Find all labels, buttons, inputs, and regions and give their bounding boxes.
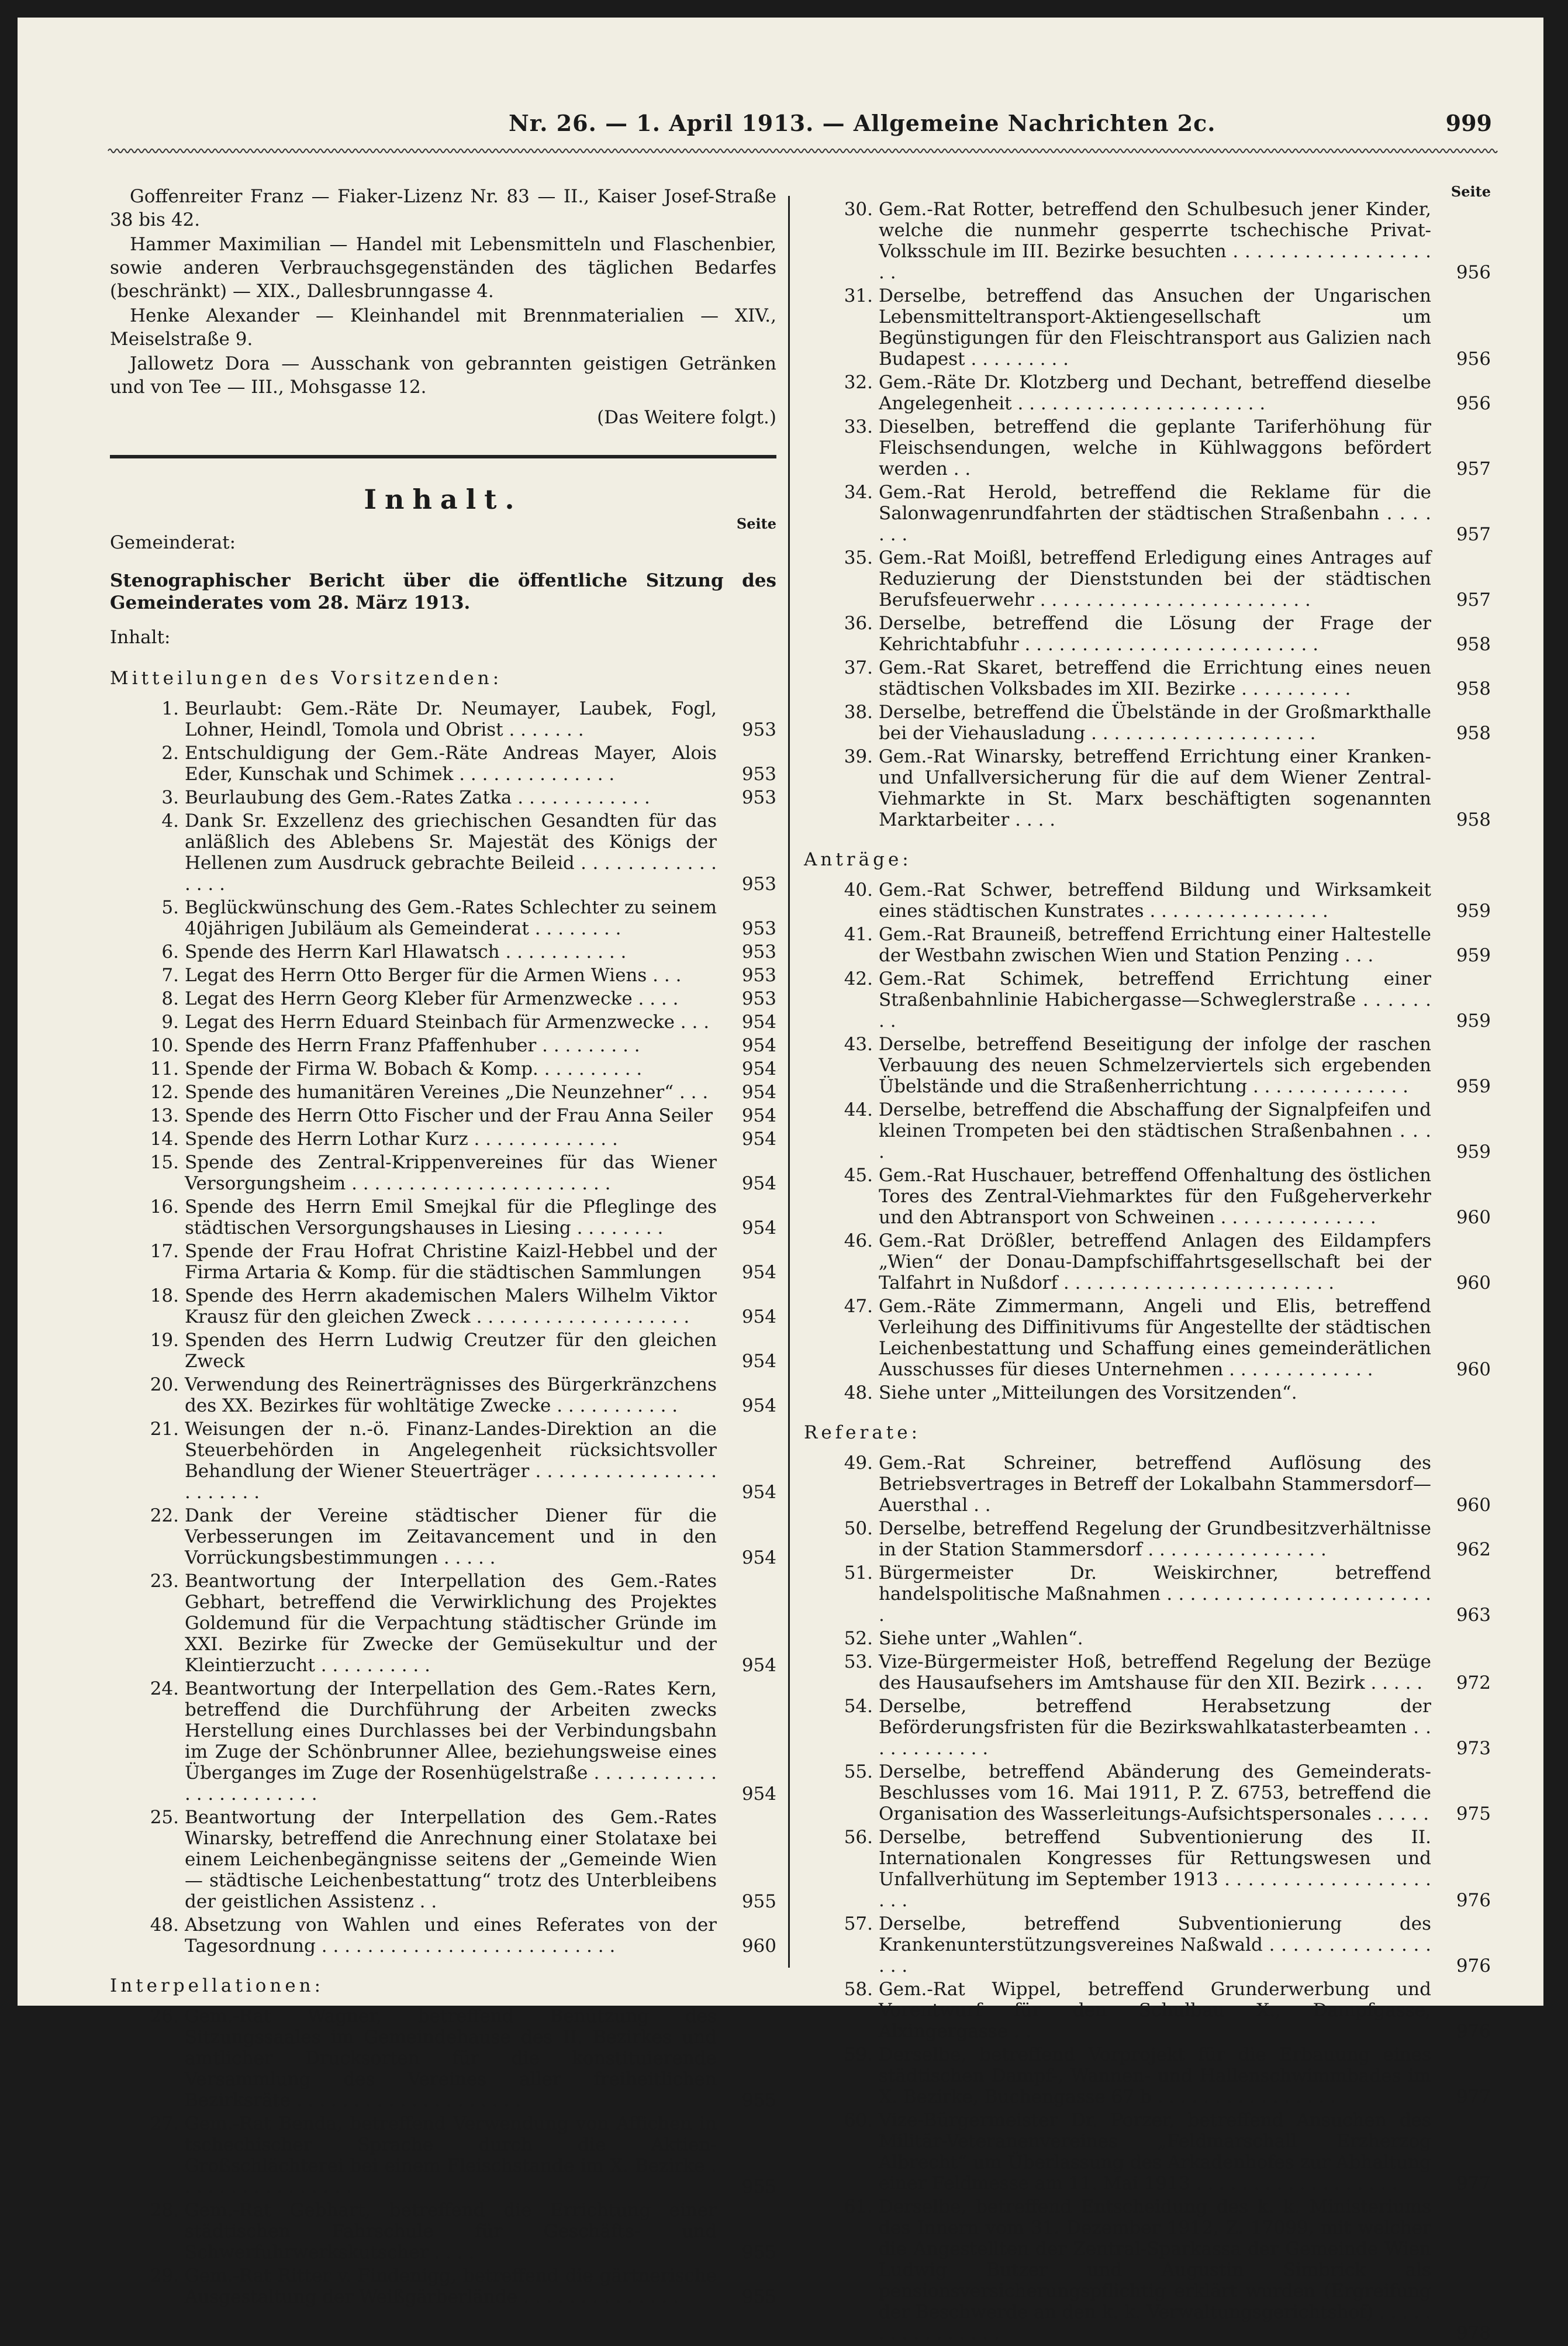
- index-entry: [804, 1761, 1491, 1824]
- index-entry: [110, 1678, 776, 1805]
- entry-text: Derselbe, betreffend die Abschaffung der Signalpfeifen und kleinen Trompeten bei den städtischen Straßenbahnen . . . .: [879, 1099, 1431, 1162]
- entry-text: Derselbe, betreffend Herabsetzung der Beförderungsfristen für die Bezirkswahlkatasterbeamten . . . . . . . . . . . .: [879, 1696, 1431, 1759]
- license-entry: Goffenreiter Franz — Fiaker-Lizenz Nr. 83 — II., Kaiser Josef-Straße 38 bis 42.: [110, 186, 776, 230]
- index-entry: [110, 1129, 776, 1150]
- index-entry: [804, 1651, 1491, 1693]
- entry-number: 53.: [844, 1651, 873, 1672]
- right-column: [804, 185, 1491, 2346]
- entry-number: 5.: [161, 897, 179, 918]
- stenographic-report-title: Stenographischer Bericht über die öffentliche Sitzung des Gemeinderates vom 28. März 1913.: [110, 570, 776, 613]
- index-entry: [804, 2196, 1491, 2344]
- entry-number: 43.: [844, 1034, 873, 1055]
- index-entry: [110, 1105, 776, 1126]
- index-entry: [110, 1058, 776, 1079]
- index-entry: [804, 924, 1491, 966]
- entry-page: 977: [1456, 2086, 1491, 2107]
- entry-text: Absetzung von Wahlen und eines Referates von der Tagesordnung . . . . . . . . . . . . . . . . . . . . . . . . . .: [185, 1914, 717, 1957]
- index-entry: [804, 1099, 1491, 1162]
- header-title: Nr. 26. — 1. April 1913. — Allgemeine Nachrichten 2c.: [509, 110, 1216, 136]
- entry-number: 38.: [844, 702, 873, 723]
- continued-note: (Das Weitere folgt.): [597, 407, 776, 428]
- entry-text: Beantwortung der Interpellation des Gem.-Rates Gebhart, betreffend die Verwirklichung des Projektes Goldemund für die Verpachtung städtischer Gründe im XXI. Bezirke für Zwecke der Gemüsekultur und der Kleintierzucht . . . . . . . . . .: [185, 1571, 717, 1676]
- entry-number: 12.: [150, 1082, 179, 1103]
- index-entry: [110, 1914, 776, 1957]
- entry-number: 21.: [150, 1419, 179, 1440]
- index-entry: [804, 1382, 1491, 1403]
- entry-text: Spende der Frau Hofrat Christine Kaizl-Hebbel und der Firma Artaria & Komp. für die städtischen Sammlungen: [185, 1241, 717, 1283]
- index-entry: [110, 1196, 776, 1238]
- gemeinderat-label: Gemeinderat:: [110, 532, 236, 553]
- entry-text: Weisungen der n.-ö. Finanz-Landes-Direktion an die Steuerbehörden in Angelegenheit rücksichtsvoller Behandlung der Wiener Steuerträger . . . . . . . . . . . . . . . . . . . . . . .: [185, 1419, 717, 1503]
- index-entry: [110, 810, 776, 895]
- entry-number: 48.: [844, 1382, 873, 1403]
- entry-page: 955: [741, 2176, 776, 2197]
- entry-text: Beantwortung der Interpellation des Gem.-Rates Winarsky, betreffend die Anrechnung einer Stolataxe bei einem Leichenbegängnisse seitens der „Gemeinde Wien — städtische Leichenbestattung“ trotz des Unterbleibens der geistlichen Assistenz . .: [185, 1807, 717, 1912]
- entry-page: 954: [741, 1306, 776, 1327]
- index-entry: [804, 879, 1491, 922]
- entry-text: Gem.-Rat Wippel, betreffend Grunderwerbung und Vorentwurf für den Schulbau X., Dampfgasse, Alxingergasse . .: [879, 1979, 1431, 2042]
- entry-number: 19.: [150, 1330, 179, 1351]
- index-entry: [110, 1241, 776, 1283]
- index-entry: [110, 1571, 776, 1676]
- entry-text: Gem.-Rat Gebhart, betreffend die Errichtung einer städtischen Fahrschule für Geschäfts- und Schwerfuhrwerkskutscher . . . .: [185, 2200, 717, 2263]
- entry-text: Derselbe, betreffend Abänderung des Gemeinderats-Beschlusses vom 16. Mai 1911, P. Z. 6753, betreffend die Organisation des Wasserleitungs-Aufsichtspersonales . . . . .: [879, 1761, 1431, 1824]
- entry-text: Derselbe, betreffend Entscheidung des k. k. Ministeriums des Innern vom 31. Dezember 1912, Z. 17099, mit welcher die Angestellten der Zentral-Sparkassa der Gemeinde Wien Ludwig Butzer und Augustin Simbrick als pensionsversicherungspflichtig erklärt wurden (Ergreifung der Beschwerde an den k. k. Verwaltungsgerichtshof) . . . . . . . . . . . . . . . .: [879, 2196, 1431, 2344]
- entry-text: Bürgermeister Dr. Weiskirchner, betreffend handelspolitische Maßnahmen . . . . . . . . . . . . . . . . . . . . . . . .: [879, 1562, 1431, 1626]
- entry-text: Gem.-Rat Huschauer, betreffend Offenhaltung des östlichen Tores des Zentral-Viehmarktes für den Fußgeherverkehr und den Abtransport von Schweinen . . . . . . . . . . . . . .: [879, 1165, 1431, 1228]
- entry-text: Gem.-Rat Skaret, betreffend die Errichtung eines neuen städtischen Volksbades im XII. Bezirke . . . . . . . . . .: [879, 657, 1431, 699]
- entry-page: 978: [1456, 2323, 1491, 2344]
- entry-number: 35.: [844, 547, 873, 568]
- entry-page: 959: [1456, 901, 1491, 922]
- entry-page: 977: [1456, 2173, 1491, 2194]
- entry-page: 963: [1456, 1605, 1491, 1626]
- entry-page: 954: [741, 1482, 776, 1503]
- entry-number: 8.: [161, 988, 179, 1009]
- entry-text: Gem.-Räte Zimmermann, Angeli und Elis, betreffend Verleihung des Diffinitivums für Angestellte der städtischen Leichenbestattung und Schaffung eines gemeinderätlichen Ausschusses für dieses Unternehmen . . . . . . . . . . . . .: [879, 1296, 1431, 1380]
- entry-text: Derselbe, betreffend die Lösung der Frage der Kehrichtabfuhr . . . . . . . . . . . . . . . . . . . . . . . . . .: [879, 613, 1431, 655]
- index-entry: [804, 1296, 1491, 1380]
- entry-number: 58.: [844, 1979, 873, 2000]
- entry-number: 36.: [844, 613, 873, 634]
- entry-number: 47.: [844, 1296, 873, 1317]
- entry-page: 976: [1456, 1890, 1491, 1911]
- entry-number: 15.: [150, 1152, 179, 1173]
- entry-text: Gem.-Rat Herold, betreffend die Reklame für die Salonwagenrundfahrten der städtischen Straßenbahn . . . . . . .: [879, 482, 1431, 545]
- index-entry: [110, 1152, 776, 1194]
- entry-page: 975: [1456, 1803, 1491, 1824]
- entry-page: 954: [741, 1655, 776, 1676]
- license-entry: Hammer Maximilian — Handel mit Lebensmitteln und Flaschenbier, sowie anderen Verbrauchsgegenständen des täglichen Bedarfes (beschränkt) — XIX., Dallesbrunngasse 4.: [110, 234, 776, 302]
- left-column: [110, 185, 776, 2310]
- entry-text: Spende des Herrn Lothar Kurz . . . . . . . . . . . . .: [185, 1129, 618, 1150]
- index-entry: [804, 1562, 1491, 1626]
- entry-text: Gem.-Rat Winarsky, betreffend Errichtung einer Kranken- und Unfallversicherung für die auf dem Wiener Zentral-Viehmarkte in St. Marx beschäftigten sogenannten Marktarbeiter . . . .: [879, 746, 1431, 830]
- entry-text: Derselbe, betreffend Regelung der Grundbesitzverhältnisse in der Station Stammersdorf . . . . . . . . . . . . . . . .: [879, 1518, 1431, 1560]
- entry-page: 955: [741, 1891, 776, 1912]
- entry-number: 2.: [161, 743, 179, 764]
- entry-number: 61.: [844, 2196, 873, 2217]
- index-entry: [804, 746, 1491, 830]
- entry-text: Siehe unter „Mitteilungen des Vorsitzenden“.: [879, 1382, 1297, 1403]
- entry-text: Gem.-Rat Benda, betreffend Verwendung von Affichen in tschechischer Sprache durch die Aktien-Großschlächterei bei einem Fleischstande im X. Bezirke . . . . . . . . . . . . . . . .: [185, 2113, 717, 2197]
- entry-number: 6.: [161, 941, 179, 962]
- entry-text: Gem.-Rat Drößler, betreffend Anlagen des Eildampfers „Wien“ der Donau-Dampfschiffahrtsgesellschaft bei der Talfahrt in Nußdorf . . . . . . . . . . . . . . . . . . . . . . . .: [879, 1230, 1431, 1293]
- index-entry: [804, 657, 1491, 699]
- interpellationen-list: [110, 2006, 776, 2307]
- index-entry: [804, 1827, 1491, 1911]
- entry-page: 953: [741, 874, 776, 895]
- entry-page: 954: [741, 1058, 776, 1079]
- entry-text: Spenden des Herrn Ludwig Creutzer für den gleichen Zweck: [185, 1330, 717, 1372]
- entry-number: 10.: [150, 1035, 179, 1056]
- entry-page: 956: [1456, 262, 1491, 283]
- entry-page: 960: [741, 1936, 776, 1957]
- entry-text: Gem.-Rat Wagner, betreffend Benützung des Sitzungssaales im Gemeindehause des II. Bezirkes und amtlicher Drucksorten für die konstituierende Versammlung des Vereines aller freiheitlichen Bezirksräte . . . . . . . . . . . . . . . . . . . .: [185, 2006, 717, 2111]
- entry-number: 7.: [161, 965, 179, 986]
- header-wavy-rule: [108, 146, 1497, 156]
- index-entry: [804, 372, 1491, 414]
- index-entry: [110, 1012, 776, 1033]
- index-entry: [110, 698, 776, 740]
- entry-number: 27.: [150, 2113, 179, 2134]
- index-entry: [110, 1505, 776, 1568]
- entry-number: 60.: [844, 2110, 873, 2131]
- entry-page: 960: [1456, 1359, 1491, 1380]
- index-entry: [804, 1696, 1491, 1759]
- index-entry: [804, 702, 1491, 744]
- index-entry: [804, 547, 1491, 610]
- entry-number: 57.: [844, 1913, 873, 1934]
- section-heading-mitteilungen: Mitteilungen des Vorsitzenden:: [110, 668, 503, 689]
- entry-page: 954: [741, 1217, 776, 1238]
- entry-page: 953: [741, 988, 776, 1009]
- entry-number: 42.: [844, 968, 873, 989]
- index-entry: [804, 1518, 1491, 1560]
- entry-page: 955: [741, 2286, 776, 2307]
- index-entry: [110, 2113, 776, 2197]
- entry-text: Legat des Herrn Eduard Steinbach für Armenzwecke . . .: [185, 1012, 710, 1033]
- entry-page: 959: [1456, 1076, 1491, 1097]
- index-entry: [804, 199, 1491, 283]
- entry-text: Gem.-Räte Dr. Klotzberg und Dechant, betreffend dieselbe Angelegenheit . . . . . . . . . . . . . . . . . . . . . .: [879, 372, 1431, 414]
- entry-number: 30.: [844, 199, 873, 220]
- entry-text: Gem.-Rat Rotter, betreffend den Schulbesuch jener Kinder, welche die nunmehr gesperrte tschechische Privat-Volksschule im III. Bezirke besuchten . . . . . . . . . . . . . . . . . . .: [879, 199, 1431, 283]
- entry-number: 3.: [161, 787, 179, 808]
- entry-page: 953: [741, 764, 776, 785]
- license-entry: Henke Alexander — Kleinhandel mit Brennmaterialien — XIV., Meiselstraße 9.: [110, 305, 776, 350]
- entry-number: 31.: [844, 285, 873, 306]
- entry-number: 32.: [844, 372, 873, 393]
- entry-number: 52.: [844, 1628, 873, 1649]
- entry-number: 56.: [844, 1827, 873, 1848]
- entry-page: 954: [741, 1262, 776, 1283]
- entry-number: 9.: [161, 1012, 179, 1033]
- section-heading-antraege: Anträge:: [804, 849, 912, 870]
- entry-number: 20.: [150, 1374, 179, 1395]
- entry-page: 954: [741, 1129, 776, 1150]
- index-entry: [110, 897, 776, 939]
- entry-page: 954: [741, 1395, 776, 1416]
- entry-page: 962: [1456, 1539, 1491, 1560]
- inhalt-label: Inhalt:: [110, 627, 171, 648]
- entry-page: 958: [1456, 723, 1491, 744]
- index-entry: [110, 1330, 776, 1372]
- entry-page: 955: [741, 2090, 776, 2111]
- index-entry: [804, 482, 1491, 545]
- entry-text: Siehe unter „Wahlen“.: [879, 1628, 1083, 1649]
- entry-number: 45.: [844, 1165, 873, 1186]
- index-entry: [110, 2006, 776, 2111]
- entry-text: Dank Sr. Exzellenz des griechischen Gesandten für das anläßlich des Ablebens Sr. Majestät des Königs der Hellenen zum Ausdruck gebrachte Beileid . . . . . . . . . . . . . . . .: [185, 810, 717, 895]
- entry-number: 40.: [844, 879, 873, 901]
- entry-text: Gem.-Rat Schwer, betreffend Bildung und Wirksamkeit eines städtischen Kunstrates . . . . . . . . . . . . . . . .: [879, 879, 1431, 922]
- entry-number: 26.: [150, 2006, 179, 2027]
- index-entry: [110, 1082, 776, 1103]
- entry-page: 954: [741, 1105, 776, 1126]
- entry-page: 953: [741, 918, 776, 939]
- antraege-list: [804, 879, 1491, 1403]
- entry-page: 954: [741, 1351, 776, 1372]
- entry-number: 41.: [844, 924, 873, 945]
- index-entry: [804, 285, 1491, 370]
- index-entry: [110, 2265, 776, 2307]
- index-entry: [804, 2044, 1491, 2107]
- index-entry: [110, 787, 776, 808]
- entry-text: Derselbe, betreffend Beseitigung der infolge der raschen Verbauung des neuen Schmelzerviertels sich ergebenden Übelstände und die Straßenherrichtung . . . . . . . . . . . . . .: [879, 1034, 1431, 1097]
- entry-text: Beglückwünschung des Gem.-Rates Schlechter zu seinem 40jährigen Jubiläum als Gemeinderat . . . . . . . .: [185, 897, 717, 939]
- index-entry: [804, 1453, 1491, 1516]
- index-entry: [110, 1807, 776, 1912]
- entry-text: Vize-Bürgermeister Dr. Porzer, betreffend Ansuchen des Militär-Veteranenvereines „Feldmarschall Erzherzog Albrecht“ um Überlassung des Arkadenhofes zur Abhaltung einer Feldmesse am 11. Mai 1913 . . . . . . . . . . . . . . . . . .: [879, 2110, 1431, 2194]
- entry-text: Dank der Vereine städtischer Diener für die Verbesserungen im Zeitavancement und in den Vorrückungsbestimmungen . . . . .: [185, 1505, 717, 1568]
- entry-number: 46.: [844, 1230, 873, 1251]
- column-divider: [788, 196, 790, 1968]
- index-entry: [804, 1034, 1491, 1097]
- seite-label: Seite: [736, 515, 776, 532]
- entry-page: 954: [741, 1035, 776, 1056]
- entry-text: Entschuldigung der Gem.-Räte Andreas Mayer, Alois Eder, Kunschak und Schimek . . . . . . . . . . . . . .: [185, 743, 717, 785]
- entry-text: Spende des Herrn Franz Pfaffenhuber . . . . . . . . .: [185, 1035, 640, 1056]
- entry-text: Beurlaubung des Gem.-Rates Zatka . . . . . . . . . . . .: [185, 787, 650, 808]
- entry-number: 16.: [150, 1196, 179, 1217]
- entry-text: Legat des Herrn Georg Kleber für Armenzwecke . . . .: [185, 988, 679, 1009]
- index-entry: [110, 1285, 776, 1327]
- seite-label: Seite: [1450, 183, 1491, 200]
- entry-text: Derselbe, betreffend das Ansuchen der Ungarischen Lebensmitteltransport-Aktiengesellschaft um Begünstigungen für den Fleischtransport aus Galizien nach Budapest . . . . . . . . .: [879, 285, 1431, 370]
- index-entry: [804, 1913, 1491, 1976]
- index-entry: [804, 1165, 1491, 1228]
- entry-text: Spende des Herrn Emil Smejkal für die Pfleglinge des städtischen Versorgungshauses in Liesing . . . . . . . .: [185, 1196, 717, 1238]
- section-heading-referate: Referate:: [804, 1422, 921, 1443]
- entry-page: 973: [1456, 1738, 1491, 1759]
- entry-number: 11.: [150, 1058, 179, 1079]
- section-heading-interpellationen: Interpellationen:: [110, 1975, 324, 1996]
- entry-page: 972: [1456, 1672, 1491, 1693]
- entry-page: 957: [1456, 589, 1491, 610]
- entry-text: Spende der Firma W. Bobach & Komp. . . . . . . . . .: [185, 1058, 643, 1079]
- index-entry: [110, 1374, 776, 1416]
- entry-page: 954: [741, 1173, 776, 1194]
- entry-page: 954: [741, 1547, 776, 1568]
- entry-text: Legat des Herrn Otto Berger für die Armen Wiens . . .: [185, 965, 682, 986]
- entry-page: 976: [1456, 2021, 1491, 2042]
- entry-number: 23.: [150, 1571, 179, 1592]
- entry-number: 49.: [844, 1453, 873, 1474]
- entry-page: 960: [1456, 1272, 1491, 1293]
- index-entry: [110, 988, 776, 1009]
- interpellationen-list-continued: [804, 199, 1491, 830]
- entry-page: 956: [1456, 349, 1491, 370]
- entry-page: 958: [1456, 678, 1491, 699]
- entry-page: 959: [1456, 945, 1491, 966]
- entry-page: 958: [1456, 809, 1491, 830]
- page-number: 999: [1445, 110, 1492, 136]
- entry-text: Spende des Herrn Otto Fischer und der Frau Anna Seiler: [185, 1105, 713, 1126]
- entry-text: Spende des humanitären Vereines „Die Neunzehner“ . . .: [185, 1082, 709, 1103]
- entry-number: 54.: [844, 1696, 873, 1717]
- entry-page: 957: [1456, 524, 1491, 545]
- entry-text: Dieselben, betreffend die geplante Tariferhöhung für Fleischsendungen, welche in Kühlwaggons befördert werden . .: [879, 416, 1431, 479]
- index-title: Inhalt.: [364, 484, 523, 515]
- newspaper-page: [18, 18, 1543, 2344]
- entry-text: Derselbe, betreffend Subventionierung des II. Internationalen Kongresses für Rettungswesen und Unfallverhütung im September 1913 . . . . . . . . . . . . . . . . . . . . .: [879, 1827, 1431, 1911]
- index-entry: [804, 613, 1491, 655]
- referate-list: [804, 1453, 1491, 2344]
- entry-page: 953: [741, 719, 776, 740]
- entry-number: 33.: [844, 416, 873, 437]
- license-list: [110, 185, 776, 399]
- entry-number: 1.: [161, 698, 179, 719]
- entry-page: 958: [1456, 634, 1491, 655]
- entry-page: 959: [1456, 1010, 1491, 1031]
- entry-page: 955: [741, 2242, 776, 2263]
- section-rule: [110, 455, 776, 458]
- entry-text: Derselbe, betreffend die Übelstände in der Großmarkthalle bei der Viehausladung . . . . . . . . . . . . . . . . . . . .: [879, 702, 1431, 744]
- entry-page: 976: [1456, 1955, 1491, 1976]
- entry-page: 959: [1456, 1141, 1491, 1162]
- entry-text: Gem.-Rat Brauneiß, betreffend Errichtung einer Haltestelle der Westbahn zwischen Wien und Station Penzing . . .: [879, 924, 1431, 966]
- entry-number: 55.: [844, 1761, 873, 1782]
- entry-number: 14.: [150, 1129, 179, 1150]
- index-entry: [804, 1979, 1491, 2042]
- entry-page: 960: [1456, 1207, 1491, 1228]
- entry-number: 39.: [844, 746, 873, 767]
- entry-page: 956: [1456, 393, 1491, 414]
- entry-text: Spende des Herrn Karl Hlawatsch . . . . . . . . . . .: [185, 941, 627, 962]
- entry-number: 37.: [844, 657, 873, 678]
- entry-text: Gem.-Rat Ritter v. Findenigg, betreffend die gärtnerische Ausgestaltung der Weißgärberlände . . . . . . . . . . . . . .: [185, 2265, 717, 2307]
- index-entry: [804, 1230, 1491, 1293]
- entry-page: 953: [741, 787, 776, 808]
- entry-number: 13.: [150, 1105, 179, 1126]
- index-entry: [110, 1035, 776, 1056]
- entry-text: Vize-Bürgermeister Hoß, betreffend Regelung der Bezüge des Hausaufsehers im Amtshause für den XII. Bezirk . . . . .: [879, 1651, 1431, 1693]
- entry-text: Gem.-Rat Schimek, betreffend Errichtung einer Straßenbahnlinie Habichergasse—Schweglerstraße . . . . . . . .: [879, 968, 1431, 1031]
- entry-number: 4.: [161, 810, 179, 832]
- entry-number: 34.: [844, 482, 873, 503]
- entry-text: Derselbe, betreffend Subventionierung des Krankenunterstützungsvereines Naßwald . . . . . . . . . . . . . . . . .: [879, 1913, 1431, 1976]
- entry-number: 24.: [150, 1678, 179, 1699]
- entry-number: 50.: [844, 1518, 873, 1539]
- entry-number: 25.: [150, 1807, 179, 1828]
- entry-number: 29.: [150, 2265, 179, 2286]
- index-entry: [804, 416, 1491, 479]
- entry-number: 59.: [844, 2044, 873, 2065]
- entry-page: 960: [1456, 1495, 1491, 1516]
- index-entry: [804, 2110, 1491, 2194]
- entry-page: 954: [741, 1783, 776, 1805]
- entry-number: 18.: [150, 1285, 179, 1306]
- entry-text: Verwendung des Reinerträgnisses des Bürgerkränzchens des XX. Bezirkes für wohltätige Zwecke . . . . . . . . . . .: [185, 1374, 717, 1416]
- entry-number: 17.: [150, 1241, 179, 1262]
- entry-number: 44.: [844, 1099, 873, 1120]
- index-entry: [110, 941, 776, 962]
- entry-page: 953: [741, 941, 776, 962]
- mitteilungen-list: [110, 698, 776, 1957]
- entry-number: 48.: [150, 1914, 179, 1936]
- index-entry: [110, 2200, 776, 2263]
- entry-text: Beantwortung der Interpellation des Gem.-Rates Kern, betreffend die Durchführung der Arbeiten zwecks Herstellung eines Durchlasses bei der Verbindungsbahn im Zuge der Schönbrunner Allee, beziehungsweise eines Überganges im Zuge der Rosenhügelstraße . . . . . . . . . . . . . . . . . . . . . . .: [185, 1678, 717, 1805]
- entry-page: 954: [741, 1082, 776, 1103]
- entry-text: Spende des Zentral-Krippenvereines für das Wiener Versorgungsheim . . . . . . . . . . . . . . . . . . . . . . .: [185, 1152, 717, 1194]
- page-header: [18, 98, 1543, 145]
- entry-text: Beurlaubt: Gem.-Räte Dr. Neumayer, Laubek, Fogl, Lohner, Heindl, Tomola und Obrist . . . . . . .: [185, 698, 717, 740]
- index-entry: [110, 965, 776, 986]
- entry-text: Gem.-Rat Schreiner, betreffend Auflösung des Betriebsvertrages in Betreff der Lokalbahn Stammersdorf—Auersthal . .: [879, 1453, 1431, 1516]
- index-entry: [804, 968, 1491, 1031]
- entry-page: 953: [741, 965, 776, 986]
- entry-page: 957: [1456, 458, 1491, 479]
- entry-text: Derselbe, betreffend Vorprojekt für die Erbauung eines städtischen Dampf-, Wannen- und Hallenschwimmbades im X. Bezirke, Buchengasse 67 b . . . . . . . . . . . . . . . .: [879, 2044, 1431, 2107]
- entry-text: Spende des Herrn akademischen Malers Wilhelm Viktor Krausz für den gleichen Zweck . . . . . . . . . . . . . . . . . . .: [185, 1285, 717, 1327]
- entry-number: 22.: [150, 1505, 179, 1526]
- entry-text: Gem.-Rat Moißl, betreffend Erledigung eines Antrages auf Reduzierung der Dienststunden bei der städtischen Berufsfeuerwehr . . . . . . . . . . . . . . . . . . . . . . . .: [879, 547, 1431, 610]
- entry-page: 954: [741, 1012, 776, 1033]
- index-entry: [110, 743, 776, 785]
- index-entry: [110, 1419, 776, 1503]
- index-entry: [804, 1628, 1491, 1649]
- entry-number: 51.: [844, 1562, 873, 1583]
- license-entry: Jallowetz Dora — Ausschank von gebrannten geistigen Getränken und von Tee — III., Mohsgasse 12.: [110, 353, 776, 398]
- entry-number: 28.: [150, 2200, 179, 2221]
